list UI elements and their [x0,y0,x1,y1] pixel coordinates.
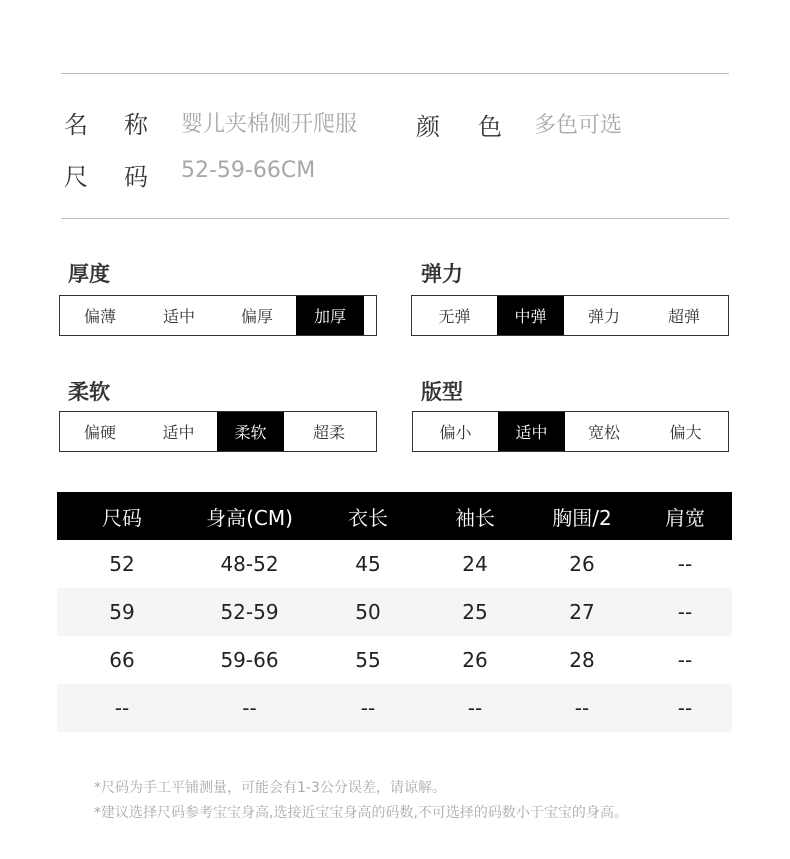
table-cell: 59-66 [220,648,279,672]
color-value: 多色可选 [534,113,623,138]
table-cell: 52-59 [220,600,279,624]
size-range: 52-59-66CM [181,158,316,183]
elasticity-option: 弹力 [587,307,620,326]
table-cell: -- [574,696,590,720]
softness-scale [59,411,377,452]
table-cell: 26 [462,648,488,672]
table-cell: -- [242,696,257,720]
thickness-option: 偏厚 [240,307,273,326]
fit-scale [412,411,729,452]
elasticity-option: 无弹 [438,307,471,326]
table-cell: 52 [109,552,135,576]
elasticity-title: 弹力 [421,262,463,286]
thickness-option: 适中 [162,307,195,326]
softness-option-selected: 柔软 [217,412,284,451]
elasticity-option: 超弹 [667,307,700,326]
table-cell: 45 [355,552,381,576]
table-cell: 27 [569,600,595,624]
header-cell: 胸围/2 [552,505,612,530]
table-row [57,540,732,588]
table-cell: 55 [355,648,381,672]
middle-divider [61,218,729,219]
table-header [57,492,732,540]
table-cell: -- [677,696,693,720]
softness-option: 超柔 [312,423,345,442]
header-cell: 尺码 [102,505,142,530]
size-table [57,492,732,732]
measurement-note: *尺码为手工平铺测量，可能会有1-3公分误差，请谅解。 [94,780,446,796]
elasticity-scale [411,295,729,336]
thickness-option-selected: 加厚 [296,296,364,335]
header-cell: 肩宽 [665,505,705,530]
table-cell: -- [677,552,693,576]
color-label-1: 颜 [416,113,440,141]
top-divider [61,73,729,74]
header-cell: 袖长 [455,505,495,530]
size-label-2: 码 [124,163,148,191]
table-cell: 25 [462,600,488,624]
table-cell: 48-52 [220,552,279,576]
fit-option: 宽松 [587,423,620,442]
table-cell: 66 [109,648,135,672]
table-row [57,588,732,636]
fit-option-selected: 适中 [498,412,565,451]
softness-option: 偏硬 [83,423,116,442]
table-cell: -- [677,600,693,624]
thickness-option: 偏薄 [83,307,116,326]
table-cell: -- [360,696,376,720]
table-cell: 28 [569,648,595,672]
size-label-1: 尺 [64,163,88,191]
color-label-2: 色 [478,113,502,141]
name-label-1: 名 [64,111,88,139]
table-cell: 50 [355,600,381,624]
table-cell: -- [114,696,130,720]
thickness-scale [59,295,377,336]
thickness-title: 厚度 [68,262,110,286]
softness-title: 柔软 [68,380,110,404]
table-row [57,636,732,684]
softness-option: 适中 [162,423,195,442]
table-cell: 59 [109,600,135,624]
elasticity-option-selected: 中弹 [497,296,564,335]
table-cell: 24 [462,552,488,576]
fit-title: 版型 [421,380,463,404]
fit-option: 偏大 [669,423,702,442]
table-cell: -- [677,648,693,672]
table-cell: -- [467,696,483,720]
product-name: 婴儿夹棉侧开爬服 [181,112,358,137]
fit-option: 偏小 [439,423,472,442]
header-cell: 身高(CM) [206,505,293,530]
name-label-2: 称 [124,111,148,139]
table-row [57,684,732,732]
size-advice-note: *建议选择尺码参考宝宝身高,选接近宝宝身高的码数,不可选择的码数小于宝宝的身高。 [94,805,628,821]
header-cell: 衣长 [348,505,388,530]
table-cell: 26 [569,552,595,576]
